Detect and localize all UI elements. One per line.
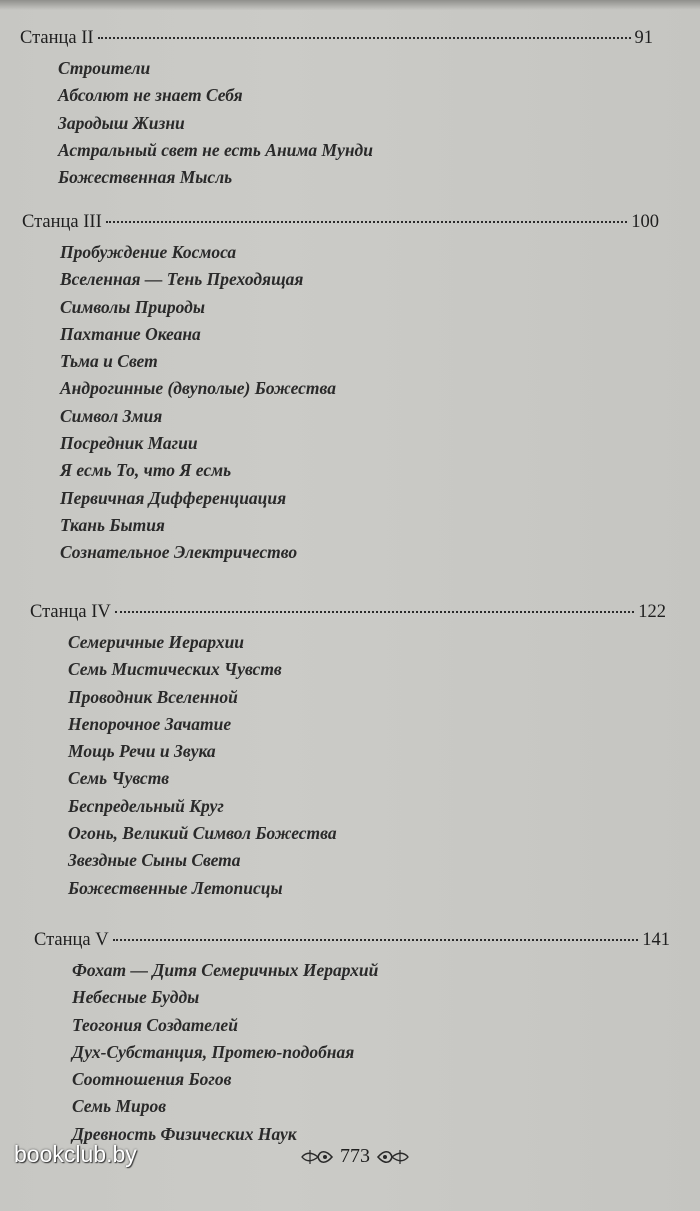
toc-page-number: 141: [642, 930, 670, 950]
toc-subitem: Фохат — Дитя Семеричных Иерархий: [72, 960, 379, 980]
toc-section-stanza-5: [34, 929, 670, 1148]
toc-subitem: Тьма и Свет: [60, 351, 158, 372]
toc-subitem: Семеричные Иерархии: [68, 632, 245, 652]
toc-subitem: Зародыш Жизни: [58, 112, 185, 133]
toc-subitem: Семь Чувств: [68, 768, 170, 789]
toc-subitem: Первичная Дифференциация: [60, 487, 287, 508]
toc-heading-title: Станца III: [22, 212, 102, 232]
page-edge: [0, 0, 700, 10]
toc-subitem: Проводник Вселенной: [68, 686, 238, 707]
dot-leader: [115, 611, 634, 613]
toc-subitem: Ткань Бытия: [60, 514, 165, 535]
toc-heading: [30, 601, 666, 623]
toc-subitem: Абсолют не знает Себя: [58, 85, 243, 106]
toc-subitem: Теогония Создателей: [72, 1014, 238, 1035]
toc-subitems: [68, 629, 666, 902]
dot-leader: [113, 939, 639, 941]
page-number: 773: [340, 1145, 370, 1167]
toc-subitem: Божественные Летописцы: [68, 877, 283, 898]
toc-subitems: [60, 239, 659, 567]
toc-section-stanza-4: [30, 601, 666, 902]
page-footer: [300, 1145, 410, 1168]
toc-subitem: Сознательное Электричество: [60, 542, 298, 563]
toc-subitem: Пахтание Океана: [60, 323, 201, 344]
toc-subitem: Мощь Речи и Звука: [68, 741, 216, 762]
toc-subitem: Астральный свет не есть Анима Мунди: [58, 139, 373, 160]
toc-subitem: Соотношения Богов: [72, 1069, 232, 1090]
toc-section-stanza-2: [20, 27, 653, 191]
toc-subitem: Семь Мистических Чувств: [68, 659, 282, 680]
toc-page-number: 100: [631, 212, 659, 232]
toc-subitem: Символ Змия: [60, 405, 163, 426]
toc-subitem: Звездные Сыны Света: [68, 850, 241, 871]
toc-heading: [22, 211, 659, 233]
toc-page-number: 91: [634, 28, 653, 48]
toc-subitem: Огонь, Великий Символ Божества: [68, 823, 337, 844]
toc-subitem: Древность Физических Наук: [72, 1123, 297, 1144]
toc-subitem: Вселенная — Тень Преходящая: [60, 269, 304, 290]
toc-subitems: [72, 957, 670, 1148]
toc-subitem: Я есмь То, что Я есмь: [60, 460, 232, 481]
toc-subitem: Посредник Магии: [60, 433, 198, 454]
dot-leader: [98, 37, 631, 39]
toc-subitem: Небесные Будды: [72, 987, 200, 1008]
toc-subitem: Андрогинные (двуполые) Божества: [60, 378, 336, 399]
toc-subitem: Семь Миров: [72, 1096, 167, 1117]
watermark-text: bookclub.by: [14, 1141, 137, 1167]
right-ornament-icon: [376, 1146, 410, 1168]
toc-heading-title: Станца II: [20, 28, 94, 48]
toc-subitem: Строители: [58, 58, 151, 78]
toc-subitems: [58, 55, 653, 191]
toc-subitem: Пробуждение Космоса: [60, 242, 237, 262]
dot-leader: [106, 221, 628, 223]
toc-heading: [34, 929, 670, 951]
toc-page-number: 122: [638, 602, 666, 622]
toc-subitem: Дух-Субстанция, Протею-подобная: [72, 1041, 355, 1062]
left-ornament-icon: [300, 1146, 334, 1168]
toc-section-stanza-3: [22, 211, 659, 567]
toc-heading-title: Станца IV: [30, 602, 111, 622]
toc-heading-title: Станца V: [34, 930, 109, 950]
toc-subitem: Божественная Мысль: [58, 167, 233, 188]
toc-subitem: Непорочное Зачатие: [68, 713, 232, 734]
toc-subitem: Символы Природы: [60, 296, 205, 317]
toc-heading: [20, 27, 653, 49]
toc-subitem: Беспредельный Круг: [68, 795, 224, 816]
